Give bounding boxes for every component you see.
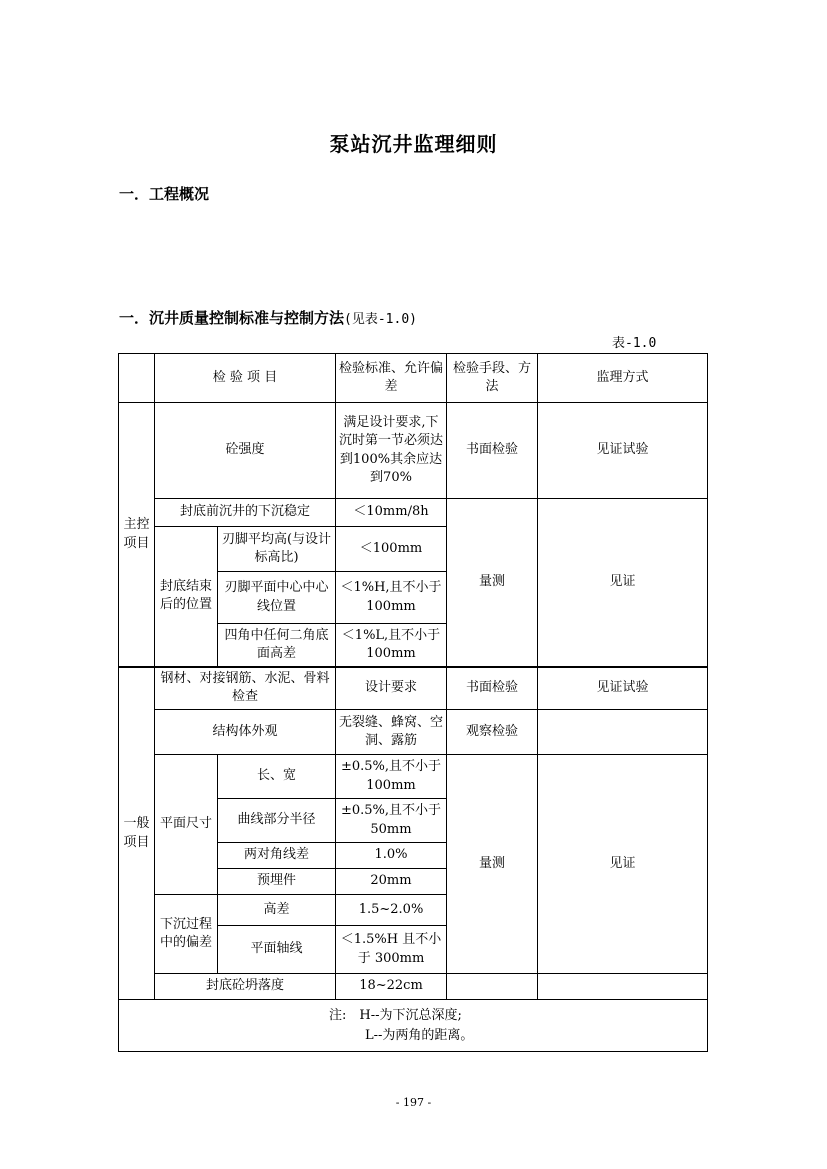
edge-height-item: 刃脚平均高(与设计标高比) <box>218 527 336 572</box>
table-label: 表-1.0 <box>612 336 657 351</box>
main-measure-supervision: 见证 <box>538 499 708 667</box>
concrete-strength-means: 书面检验 <box>447 403 538 499</box>
section-heading-quality <box>119 307 417 328</box>
embedded-standard: 20mm <box>336 869 447 895</box>
curve-radius-item: 曲线部分半径 <box>218 799 336 843</box>
axis-standard: ＜1.5%H 且不小于 300mm <box>336 926 447 974</box>
diagonal-item: 两对角线差 <box>218 843 336 869</box>
section-heading-quality-text: 一．沉井质量控制标准与控制方法 <box>119 309 345 327</box>
main-measure-means: 量测 <box>447 499 538 667</box>
length-width-standard: ±0.5%,且不小于 100mm <box>336 755 447 799</box>
sinking-deviation-group: 下沉过程中的偏差 <box>155 895 218 974</box>
general-group: 一般项目 <box>119 667 155 1000</box>
general-measure-supervision: 见证 <box>538 755 708 974</box>
note-line-h: 注: H--为下沉总深度; <box>329 1008 462 1023</box>
appearance-supervision <box>538 710 708 755</box>
corner-diff-standard: ＜1%L,且不小于 100mm <box>336 624 447 667</box>
edge-center-standard: ＜1%H,且不小于 100mm <box>336 572 447 624</box>
header-empty-cell <box>119 354 155 403</box>
general-measure-means: 量测 <box>447 755 538 974</box>
materials-item: 钢材、对接钢筋、水泥、骨料检查 <box>155 667 336 710</box>
materials-supervision: 见证试验 <box>538 667 708 710</box>
section-heading-overview: 一．工程概况 <box>119 185 210 203</box>
length-width-item: 长、宽 <box>218 755 336 799</box>
diagonal-standard: 1.0% <box>336 843 447 869</box>
materials-means: 书面检验 <box>447 667 538 710</box>
quality-control-table <box>118 353 708 1052</box>
note-line-l: L--为两角的距离。 <box>365 1027 474 1043</box>
main-control-group: 主控项目 <box>119 403 155 667</box>
sinking-stability-standard: ＜10mm/8h <box>336 499 447 527</box>
position-group: 封底结束后的位置 <box>155 527 218 667</box>
axis-item: 平面轴线 <box>218 926 336 974</box>
slump-supervision-empty <box>538 974 708 1000</box>
edge-height-standard: ＜100mm <box>336 527 447 572</box>
page-number: - 197 - <box>395 1096 432 1109</box>
curve-radius-standard: ±0.5%,且不小于 50mm <box>336 799 447 843</box>
appearance-means: 观察检验 <box>447 710 538 755</box>
header-item: 检 验 项 目 <box>155 354 336 403</box>
height-diff-standard: 1.5~2.0% <box>336 895 447 926</box>
concrete-strength-item: 砼强度 <box>155 403 336 499</box>
edge-center-item: 刃脚平面中心中心线位置 <box>218 572 336 624</box>
slump-means-empty <box>447 974 538 1000</box>
appearance-standard: 无裂缝、蜂窝、空洞、露筋 <box>336 710 447 755</box>
page-title: 泵站沉井监理细则 <box>329 132 498 156</box>
slump-standard: 18~22cm <box>336 974 447 1000</box>
embedded-item: 预埋件 <box>218 869 336 895</box>
header-standard: 检验标准、允许偏差 <box>336 354 447 403</box>
plane-size-group: 平面尺寸 <box>155 755 218 895</box>
height-diff-item: 高差 <box>218 895 336 926</box>
header-supervision: 监理方式 <box>538 354 708 403</box>
appearance-item: 结构体外观 <box>155 710 336 755</box>
concrete-strength-supervision: 见证试验 <box>538 403 708 499</box>
sinking-stability-item: 封底前沉井的下沉稳定 <box>155 499 336 527</box>
concrete-strength-standard: 满足设计要求,下沉时第一节必须达到100%其余应达到70% <box>336 403 447 499</box>
corner-diff-item: 四角中任何二角底面高差 <box>218 624 336 667</box>
materials-standard: 设计要求 <box>336 667 447 710</box>
table-note <box>119 1000 708 1052</box>
header-means: 检验手段、方法 <box>447 354 538 403</box>
slump-item: 封底砼坍落度 <box>155 974 336 1000</box>
section-heading-quality-ref: (见表-1.0) <box>344 312 417 327</box>
